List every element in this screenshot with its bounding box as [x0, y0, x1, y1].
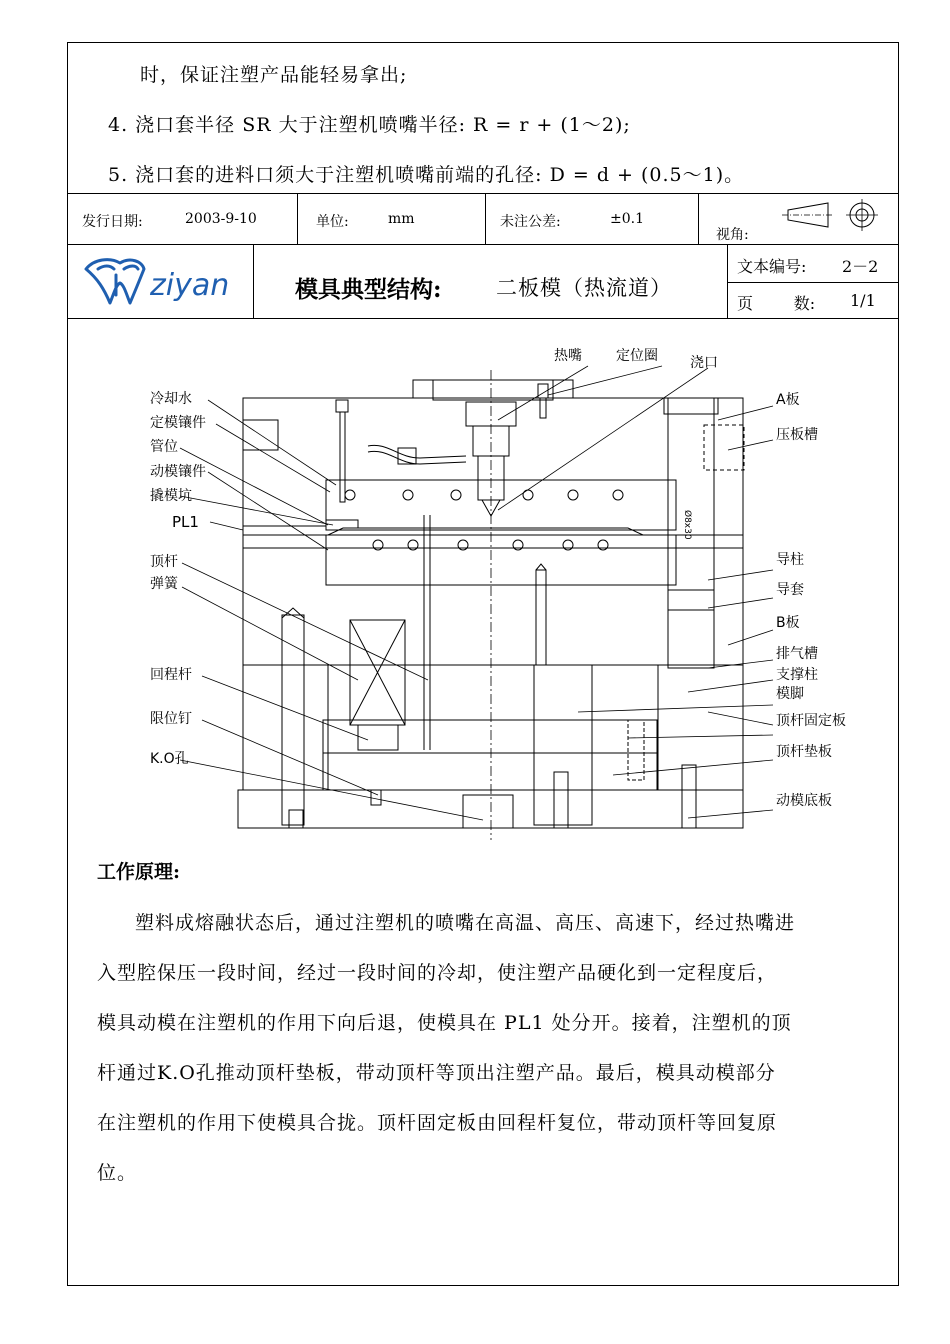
rule-title-3: [727, 282, 899, 283]
label-ejector-plate: 顶杆垫板: [776, 744, 832, 760]
label-ejector-pin: 顶杆: [150, 554, 178, 570]
label-b-plate: B板: [776, 615, 800, 631]
label-mold-leg: 模脚: [776, 686, 804, 702]
dimension-label: Ø8x30: [682, 510, 692, 540]
label-locating-ring: 定位圈: [616, 348, 658, 364]
rule-intro-bottom: [67, 193, 899, 194]
rule-meta-1: [297, 193, 298, 244]
doc-no-label: 文本编号:: [737, 257, 807, 276]
page-count-label: 页 数:: [737, 294, 816, 313]
label-gate: 浇口: [690, 355, 718, 371]
label-moving-clamp-plate: 动模底板: [776, 793, 832, 809]
intro-line-3: 5. 浇口套的进料口须大于注塑机喷嘴前端的孔径: D = d + (0.5～1)。: [108, 164, 745, 186]
label-ko-hole: K.O孔: [150, 751, 189, 767]
view-label: 视角:: [716, 227, 749, 243]
rule-title-1: [253, 244, 254, 318]
principle-line-1: 塑料成熔融状态后，通过注塑机的喷嘴在高温、高压、高速下，经过热嘴进: [135, 912, 796, 934]
label-cavity-insert: 定模镶件: [150, 415, 206, 431]
title-normal: 二板模（热流道）: [496, 276, 672, 300]
ziyan-logo: [80, 253, 248, 311]
principle-line-6: 位。: [97, 1162, 138, 1184]
label-vent-slot: 排气槽: [776, 646, 818, 662]
label-spring: 弹簧: [150, 576, 178, 592]
label-guide-bush: 导套: [776, 582, 804, 598]
tolerance-value: ±0.1: [610, 211, 644, 227]
tolerance-label: 未注公差:: [500, 214, 561, 230]
principle-line-5: 在注塑机的作用下使模具合拢。顶杆固定板由回程杆复位，带动顶杆等回复原: [97, 1112, 778, 1134]
principle-line-4: 杆通过K.O孔推动顶杆垫板，带动顶杆等顶出注塑产品。最后，模具动模部分: [97, 1062, 776, 1084]
label-stop-pin: 限位钉: [150, 711, 192, 727]
label-core-insert: 动模镶件: [150, 464, 206, 480]
logo-wordmark: ziyan: [150, 268, 230, 303]
rule-meta-3: [698, 193, 699, 244]
label-interlock: 管位: [150, 439, 178, 455]
label-pl1: PL1: [172, 513, 199, 531]
principle-heading: 工作原理:: [97, 861, 181, 883]
rule-title-bottom: [67, 318, 899, 319]
label-return-pin: 回程杆: [150, 667, 192, 683]
unit-value: mm: [388, 211, 415, 227]
label-support-pillar: 支撑柱: [776, 667, 818, 683]
date-label: 发行日期:: [82, 214, 143, 230]
intro-line-1: 时，保证注塑产品能轻易拿出;: [140, 64, 408, 86]
label-a-plate: A板: [776, 392, 800, 408]
title-bold: 模具典型结构:: [295, 276, 442, 303]
intro-line-2: 4. 浇口套半径 SR 大于注塑机喷嘴半径: R = r + (1～2);: [108, 114, 631, 136]
label-pry-slot: 撬模坑: [150, 488, 192, 504]
doc-no-value: 2－2: [842, 257, 879, 276]
mold-structure-diagram: [68, 320, 898, 840]
projection-symbol-icon: [780, 198, 890, 234]
label-clamp-slot: 压板槽: [776, 427, 818, 443]
principle-line-2: 入型腔保压一段时间，经过一段时间的冷却，使注塑产品硬化到一定程度后，: [97, 962, 778, 984]
unit-label: 单位:: [316, 214, 349, 230]
rule-title-2: [727, 244, 728, 318]
date-value: 2003-9-10: [185, 211, 257, 227]
rule-meta-2: [485, 193, 486, 244]
label-guide-pillar: 导柱: [776, 552, 804, 568]
principle-line-3: 模具动模在注塑机的作用下向后退，使模具在 PL1 处分开。接着，注塑机的顶: [97, 1012, 792, 1034]
rule-meta-bottom: [67, 244, 899, 245]
label-cooling-water: 冷却水: [150, 391, 192, 407]
label-ejector-retainer-plate: 顶杆固定板: [776, 713, 846, 729]
page-count-value: 1/1: [850, 291, 876, 310]
label-hot-nozzle: 热嘴: [554, 348, 582, 364]
